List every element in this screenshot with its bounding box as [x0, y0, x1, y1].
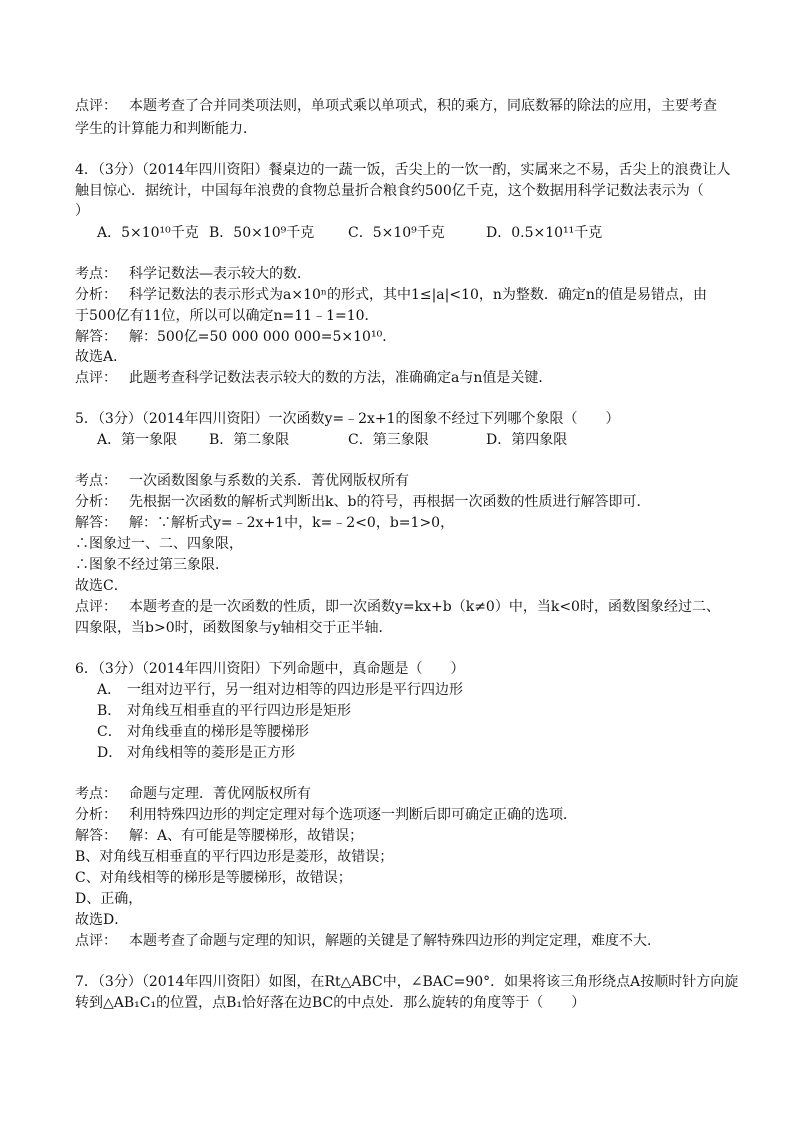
option-key: A． — [97, 682, 122, 698]
option-key: D． — [97, 745, 123, 761]
q5-jieda-line-2: ∴图象过一、二、四象限， — [75, 536, 243, 552]
fenxi-text: 利用特殊四边形的判定定理对每个选项逐一判断后即可确定正确的选项． — [129, 807, 577, 823]
fenxi-label: 分析： — [75, 287, 117, 303]
q6-jieda-d: D、正确， — [75, 891, 143, 907]
q7-stem-1: 7．（3分）（2014年四川资阳）如图，在Rt△ABC中，∠BAC=90°．如果将该三角形绕点A按顺时针方向旋 — [75, 974, 739, 990]
q5-kaodian — [75, 471, 409, 491]
q5-jieda — [75, 513, 454, 533]
jieda-text: 解：∵解析式y=﹣2x+1中，k=﹣2<0，b=1>0， — [129, 515, 455, 531]
q5-dianping — [75, 597, 720, 617]
q4-fenxi — [75, 285, 707, 305]
q6-option-a — [97, 680, 463, 700]
fenxi-label: 分析： — [75, 494, 117, 510]
fenxi-text: 先根据一次函数的解析式判断出k、b的符号，再根据一次函数的性质进行解答即可． — [129, 494, 651, 510]
dianping-text: 本题考查的是一次函数的性质，即一次函数y=kx+b（k≠0）中，当k<0时，函数图象经过二、 — [129, 599, 720, 615]
comment-label: 点评： — [75, 98, 117, 114]
jieda-label: 解答： — [75, 329, 117, 345]
q6-option-b — [97, 701, 351, 721]
q6-answer: 故选D． — [75, 912, 129, 928]
q4-fenxi-2: 于500亿有11位，所以可以确定n=11﹣1=10． — [75, 308, 379, 324]
kaodian-text: 科学记数法—表示较大的数． — [129, 266, 311, 282]
jieda-text: 解：A、有可能是等腰梯形，故错误； — [129, 828, 364, 844]
q4-option-c: C．5×10⁹千克 — [348, 225, 445, 241]
kaodian-text: 一次函数图象与系数的关系．菁优网版权所有 — [129, 473, 409, 489]
option-text: 对角线垂直的梯形是等腰梯形 — [127, 724, 309, 740]
option-text: 对角线相等的菱形是正方形 — [127, 745, 295, 761]
comment-text: 本题考查了合并同类项法则，单项式乘以单项式，积的乘方，同底数幂的除法的应用，主要考查 — [129, 98, 717, 114]
q4-jieda — [75, 327, 396, 347]
comment-line — [75, 96, 717, 116]
q6-jieda-c: C、对角线相等的梯形是等腰梯形，故错误； — [75, 870, 352, 886]
q4-stem-2: 触目惊心．据统计，中国每年浪费的食物总量折合粮食约500亿千克，这个数据用科学记数法表示为（ — [75, 183, 704, 199]
fenxi-text: 科学记数法的表示形式为a×10ⁿ的形式，其中1≤|a|<10，n为整数．确定n的值是易错点，由 — [129, 287, 707, 303]
q5-fenxi — [75, 492, 650, 512]
fenxi-label: 分析： — [75, 807, 117, 823]
q4-kaodian — [75, 264, 311, 284]
q4-answer: 故选A． — [75, 349, 128, 365]
kaodian-label: 考点： — [75, 786, 117, 802]
q6-jieda-b: B、对角线互相垂直的平行四边形是菱形，故错误； — [75, 849, 394, 865]
q4-stem-3: ） — [75, 203, 89, 219]
jieda-label: 解答： — [75, 828, 117, 844]
option-key: C． — [97, 724, 122, 740]
q5-stem: 5．（3分）（2014年四川资阳）一次函数y=﹣2x+1的图象不经过下列哪个象限（ ） — [75, 411, 620, 427]
kaodian-label: 考点： — [75, 473, 117, 489]
q7-stem-2: 转到△AB₁C₁的位置，点B₁恰好落在边BC的中点处．那么旋转的角度等于（ ） — [75, 995, 586, 1011]
q4-stem-1: 4．（3分）（2014年四川资阳）餐桌边的一蔬一饭，舌尖上的一饮一酌，实属来之不易，舌尖上的浪费让人 — [75, 162, 731, 178]
dianping-text: 本题考查了命题与定理的知识，解题的关键是了解特殊四边形的判定定理，难度不大． — [129, 933, 661, 949]
q4-dianping — [75, 368, 552, 388]
kaodian-label: 考点： — [75, 266, 117, 282]
q5-answer: 故选C． — [75, 578, 128, 594]
dianping-label: 点评： — [75, 933, 117, 949]
dianping-label: 点评： — [75, 370, 117, 386]
q6-dianping — [75, 931, 661, 951]
q6-jieda — [75, 826, 363, 846]
q5-dianping-2: 四象限，当b>0时，函数图象与y轴相交于正半轴． — [75, 620, 393, 636]
q6-kaodian — [75, 784, 311, 804]
option-text: 一组对边平行，另一组对边相等的四边形是平行四边形 — [127, 682, 463, 698]
q6-stem: 6．（3分）（2014年四川资阳）下列命题中，真命题是（ ） — [75, 661, 465, 677]
q4-option-b: B．50×10⁹千克 — [209, 225, 315, 241]
dianping-label: 点评： — [75, 599, 117, 615]
q4-option-a: A．5×10¹⁰千克 — [97, 225, 199, 241]
jieda-text: 解：500亿=50 000 000 000=5×10¹⁰． — [129, 329, 397, 345]
q5-jieda-line-3: ∴图象不经过第三象限． — [75, 557, 229, 573]
q6-fenxi — [75, 805, 577, 825]
q5-option-c: C．第三象限 — [348, 432, 429, 448]
q6-option-c — [97, 722, 309, 742]
q5-option-d: D．第四象限 — [486, 432, 568, 448]
kaodian-text: 命题与定理．菁优网版权所有 — [129, 786, 311, 802]
q5-option-b: B．第二象限 — [209, 432, 290, 448]
jieda-label: 解答： — [75, 515, 117, 531]
q4-option-d: D．0.5×10¹¹千克 — [486, 225, 603, 241]
q5-option-a: A．第一象限 — [97, 432, 178, 448]
option-text: 对角线互相垂直的平行四边形是矩形 — [127, 703, 351, 719]
q6-option-d — [97, 743, 295, 763]
dianping-text: 此题考查科学记数法表示较大的数的方法，准确确定a与n值是关键． — [129, 370, 553, 386]
comment-line-2: 学生的计算能力和判断能力． — [75, 121, 257, 137]
option-key: B． — [97, 703, 122, 719]
